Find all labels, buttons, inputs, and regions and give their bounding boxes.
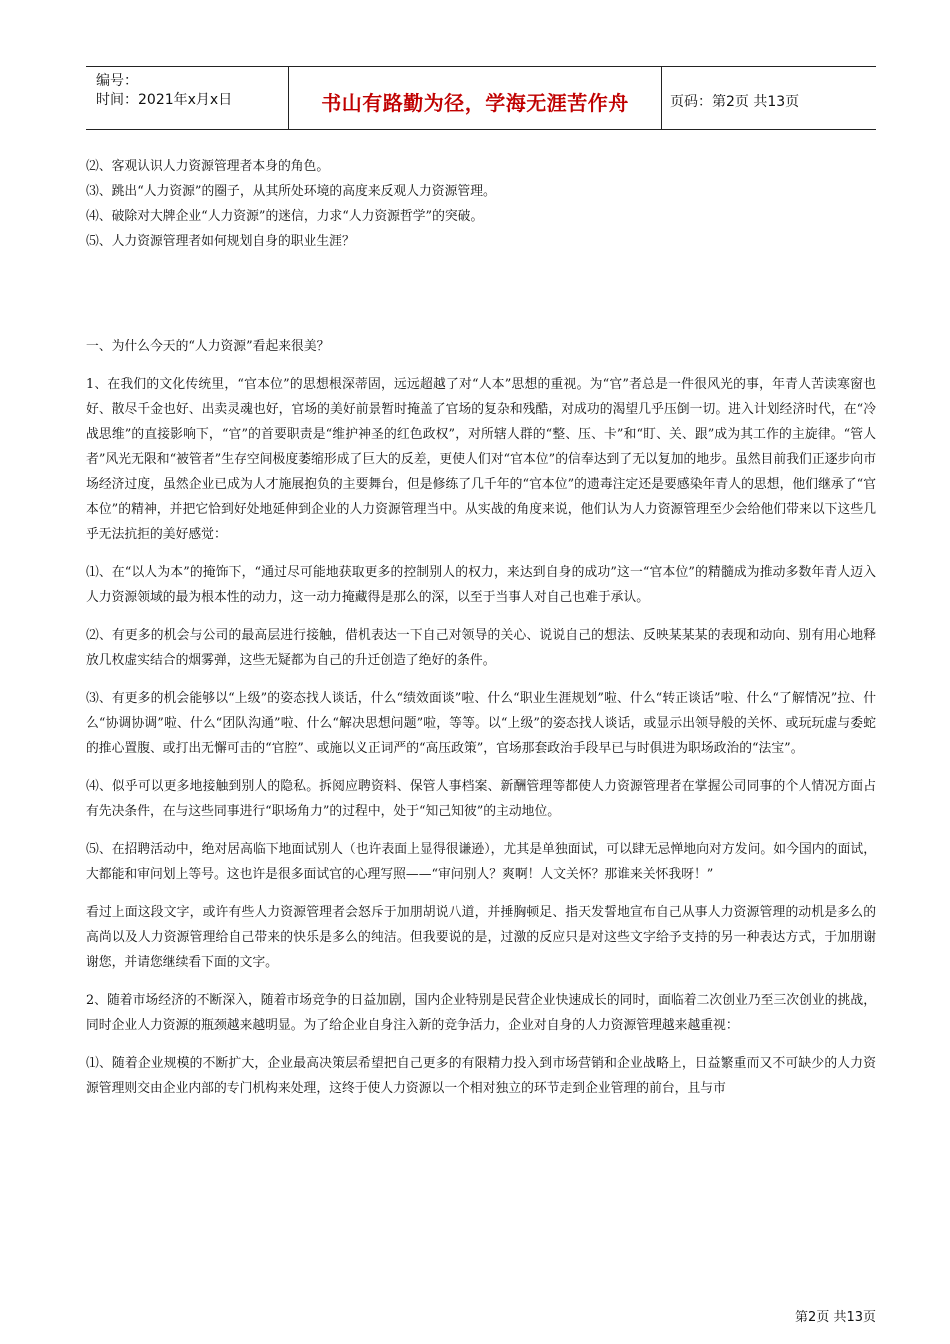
header-motto-cell	[288, 67, 662, 129]
header-page-cell	[662, 67, 876, 129]
body-paragraph: ⑴、随着企业规模的不断扩大，企业最高决策层希望把自己更多的有限精力投入到市场营销和企业战略上，日益繁重而又不可缺少的人力资源管理则交由企业内部的专门机构来处理，这终于使人力资源以一个相对独立的环节走到企业管理的前台，且与市	[86, 1056, 876, 1096]
body-paragraph: ⑵、有更多的机会与公司的最高层进行接触，借机表达一下自己对领导的关心、说说自己的想法、反映某某某的表现和动向、别有用心地释放几枚虚实结合的烟雾弹，这些无疑都为自己的升迁创造了绝好的条件。	[86, 628, 876, 668]
header-motto: 书山有路勤为径，学海无涯苦作舟	[321, 91, 629, 115]
section-heading: 一、为什么今天的“人力资源”看起来很美？	[86, 339, 330, 354]
body-paragraph: ⑴、在“以人为本”的掩饰下，“通过尽可能地获取更多的控制别人的权力，来达到自身的成功”这一“官本位”的精髓成为推动多数年青人迈入人力资源领域的最为根本性的动力，这一动力掩藏得是那么的深，以至于当事人对自己也难于承认。	[86, 565, 876, 605]
body-paragraph: 看过上面这段文字，或许有些人力资源管理者会怒斥于加朋胡说八道，并捶胸顿足、指天发誓地宣布自己从事人力资源管理的动机是多么的高尚以及人力资源管理给自己带来的快乐是多么的纯洁。但我要说的是，过激的反应只是对这些文字给予支持的另一种表达方式，于加朋谢谢您，并请您继续看下面的文字。	[86, 905, 876, 970]
body-paragraph: ⑷、似乎可以更多地接触到别人的隐私。拆阅应聘资料、保管人事档案、新酬管理等都使人力资源管理者在掌握公司同事的个人情况方面占有先决条件，在与这些同事进行“职场角力”的过程中，处于“知己知彼”的主动地位。	[86, 779, 876, 819]
body-paragraph: 2、随着市场经济的不断深入，随着市场竞争的日益加剧，国内企业特别是民营企业快速成长的同时，面临着二次创业乃至三次创业的挑战，同时企业人力资源的瓶颈越来越明显。为了给企业自身注入新的竞争活力，企业对自身的人力资源管理越来越重视：	[86, 993, 876, 1033]
document-time-label: 时间：2021年x月x日	[96, 92, 233, 108]
document-body	[86, 154, 876, 1101]
document-number-label: 编号：	[96, 73, 138, 89]
intro-item: ⑷、破除对大牌企业“人力资源”的迷信，力求“人力资源哲学”的突破。	[86, 209, 484, 224]
intro-item: ⑶、跳出“人力资源”的圈子，从其所处环境的高度来反观人力资源管理。	[86, 184, 496, 199]
header-page-number: 页码：第2页 共13页	[670, 94, 800, 110]
body-paragraph: ⑶、有更多的机会能够以“上级”的姿态找人谈话，什么“绩效面谈”啦、什么“职业生涯规划”啦、什么“转正谈话”啦、什么“了解情况”拉、什么“协调协调”啦、什么“团队沟通”啦、什么“解决思想问题”啦，等等。以“上级”的姿态找人谈话，或显示出领导般的关怀、或玩玩虚与委蛇的推心置腹、或打出无懈可击的“官腔”、或施以义正词严的“高压政策”，官场那套政治手段早已与时俱进为职场政治的“法宝”。	[86, 691, 876, 756]
document-header	[86, 66, 876, 130]
footer-page-number: 第2页 共13页	[795, 1310, 876, 1325]
intro-item: ⑸、人力资源管理者如何规划自身的职业生涯？	[86, 234, 355, 249]
body-paragraph: ⑸、在招聘活动中，绝对居高临下地面试别人（也许表面上显得很谦逊），尤其是单独面试，可以肆无忌惮地向对方发问。如今国内的面试，大都能和审问划上等号。这也许是很多面试官的心理写照——“审问别人？爽啊！人文关怀？那谁来关怀我呀！”	[86, 842, 876, 882]
header-meta-cell	[86, 67, 288, 129]
intro-item: ⑵、客观认识人力资源管理者本身的角色。	[86, 159, 330, 174]
body-paragraph: 1、在我们的文化传统里，“官本位”的思想根深蒂固，远远超越了对“人本”思想的重视。为“官”者总是一件很风光的事，年青人苦读寒窗也好、散尽千金也好、出卖灵魂也好，官场的美好前景暂时掩盖了官场的复杂和残酷，对成功的渴望几乎压倒一切。进入计划经济时代，在“冷战思维”的直接影响下，“官”的首要职责是“维护神圣的红色政权”，对所辖人群的“整、压、卡”和“盯、关、跟”成为其工作的主旋律。“管人者”风光无限和“被管者”生存空间极度萎缩形成了巨大的反差，更使人们对“官本位”的信奉达到了无以复加的地步。虽然目前我们正逐步向市场经济过度，虽然企业已成为人才施展抱负的主要舞台，但是修练了几千年的“官本位”的遗毒注定还是要感染年青人的思想，他们继承了“官本位”的精神，并把它恰到好处地延伸到企业的人力资源管理当中。从实战的角度来说，他们认为人力资源管理至少会给他们带来以下这些几乎无法抗拒的美好感觉：	[86, 377, 876, 542]
